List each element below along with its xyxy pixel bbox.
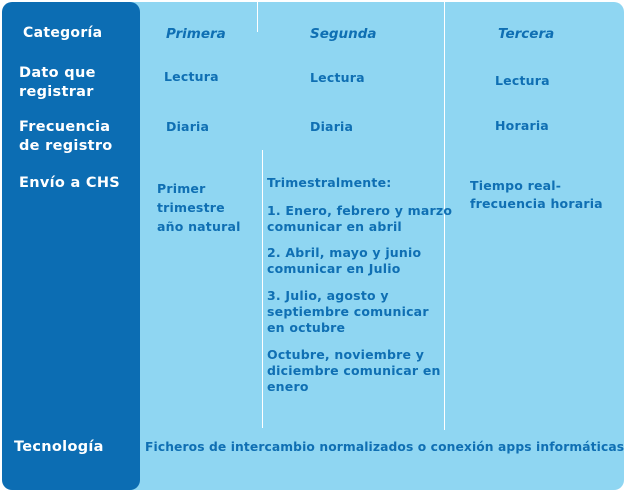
category-dato: Dato que registrar <box>19 65 96 100</box>
column-divider <box>257 2 258 32</box>
cell-segunda-envio-item: Octubre, noviembre y diciembre comunicar en enero <box>267 347 441 394</box>
cell-segunda-dato: Lectura <box>310 70 365 85</box>
category-header: Categoría <box>23 25 103 41</box>
cell-segunda-envio-item: 1. Enero, febrero y marzo comunicar en abril <box>267 203 453 234</box>
column-header-tercera: Tercera <box>498 26 555 42</box>
column-header-primera: Primera <box>166 26 226 42</box>
cell-primera-envio: Primer trimestre año natural <box>157 181 241 234</box>
cell-tercera-dato: Lectura <box>495 73 550 88</box>
cell-tercera-frecuencia: Horaria <box>495 118 549 133</box>
cell-segunda-envio-item: 2. Abril, mayo y junio comunicar en Julio <box>267 245 422 276</box>
cell-segunda-frecuencia: Diaria <box>310 119 354 134</box>
cell-primera-frecuencia: Diaria <box>166 119 210 134</box>
cell-tercera-envio: Tiempo real- frecuencia horaria <box>470 178 603 211</box>
category-tecnologia: Tecnología <box>14 439 104 455</box>
column-header-segunda: Segunda <box>310 26 377 42</box>
cell-tecnologia-value: Ficheros de intercambio normalizados o conexión apps informáticas <box>145 440 625 454</box>
column-divider <box>262 150 263 428</box>
cell-segunda-envio-item: 3. Julio, agosto y septiembre comunicar en octubre <box>267 288 429 335</box>
cell-segunda-envio-intro: Trimestralmente: <box>267 175 392 190</box>
category-envio: Envío a CHS <box>19 175 121 191</box>
category-frecuencia: Frecuencia de registro <box>19 119 113 154</box>
cell-primera-dato: Lectura <box>164 69 219 84</box>
